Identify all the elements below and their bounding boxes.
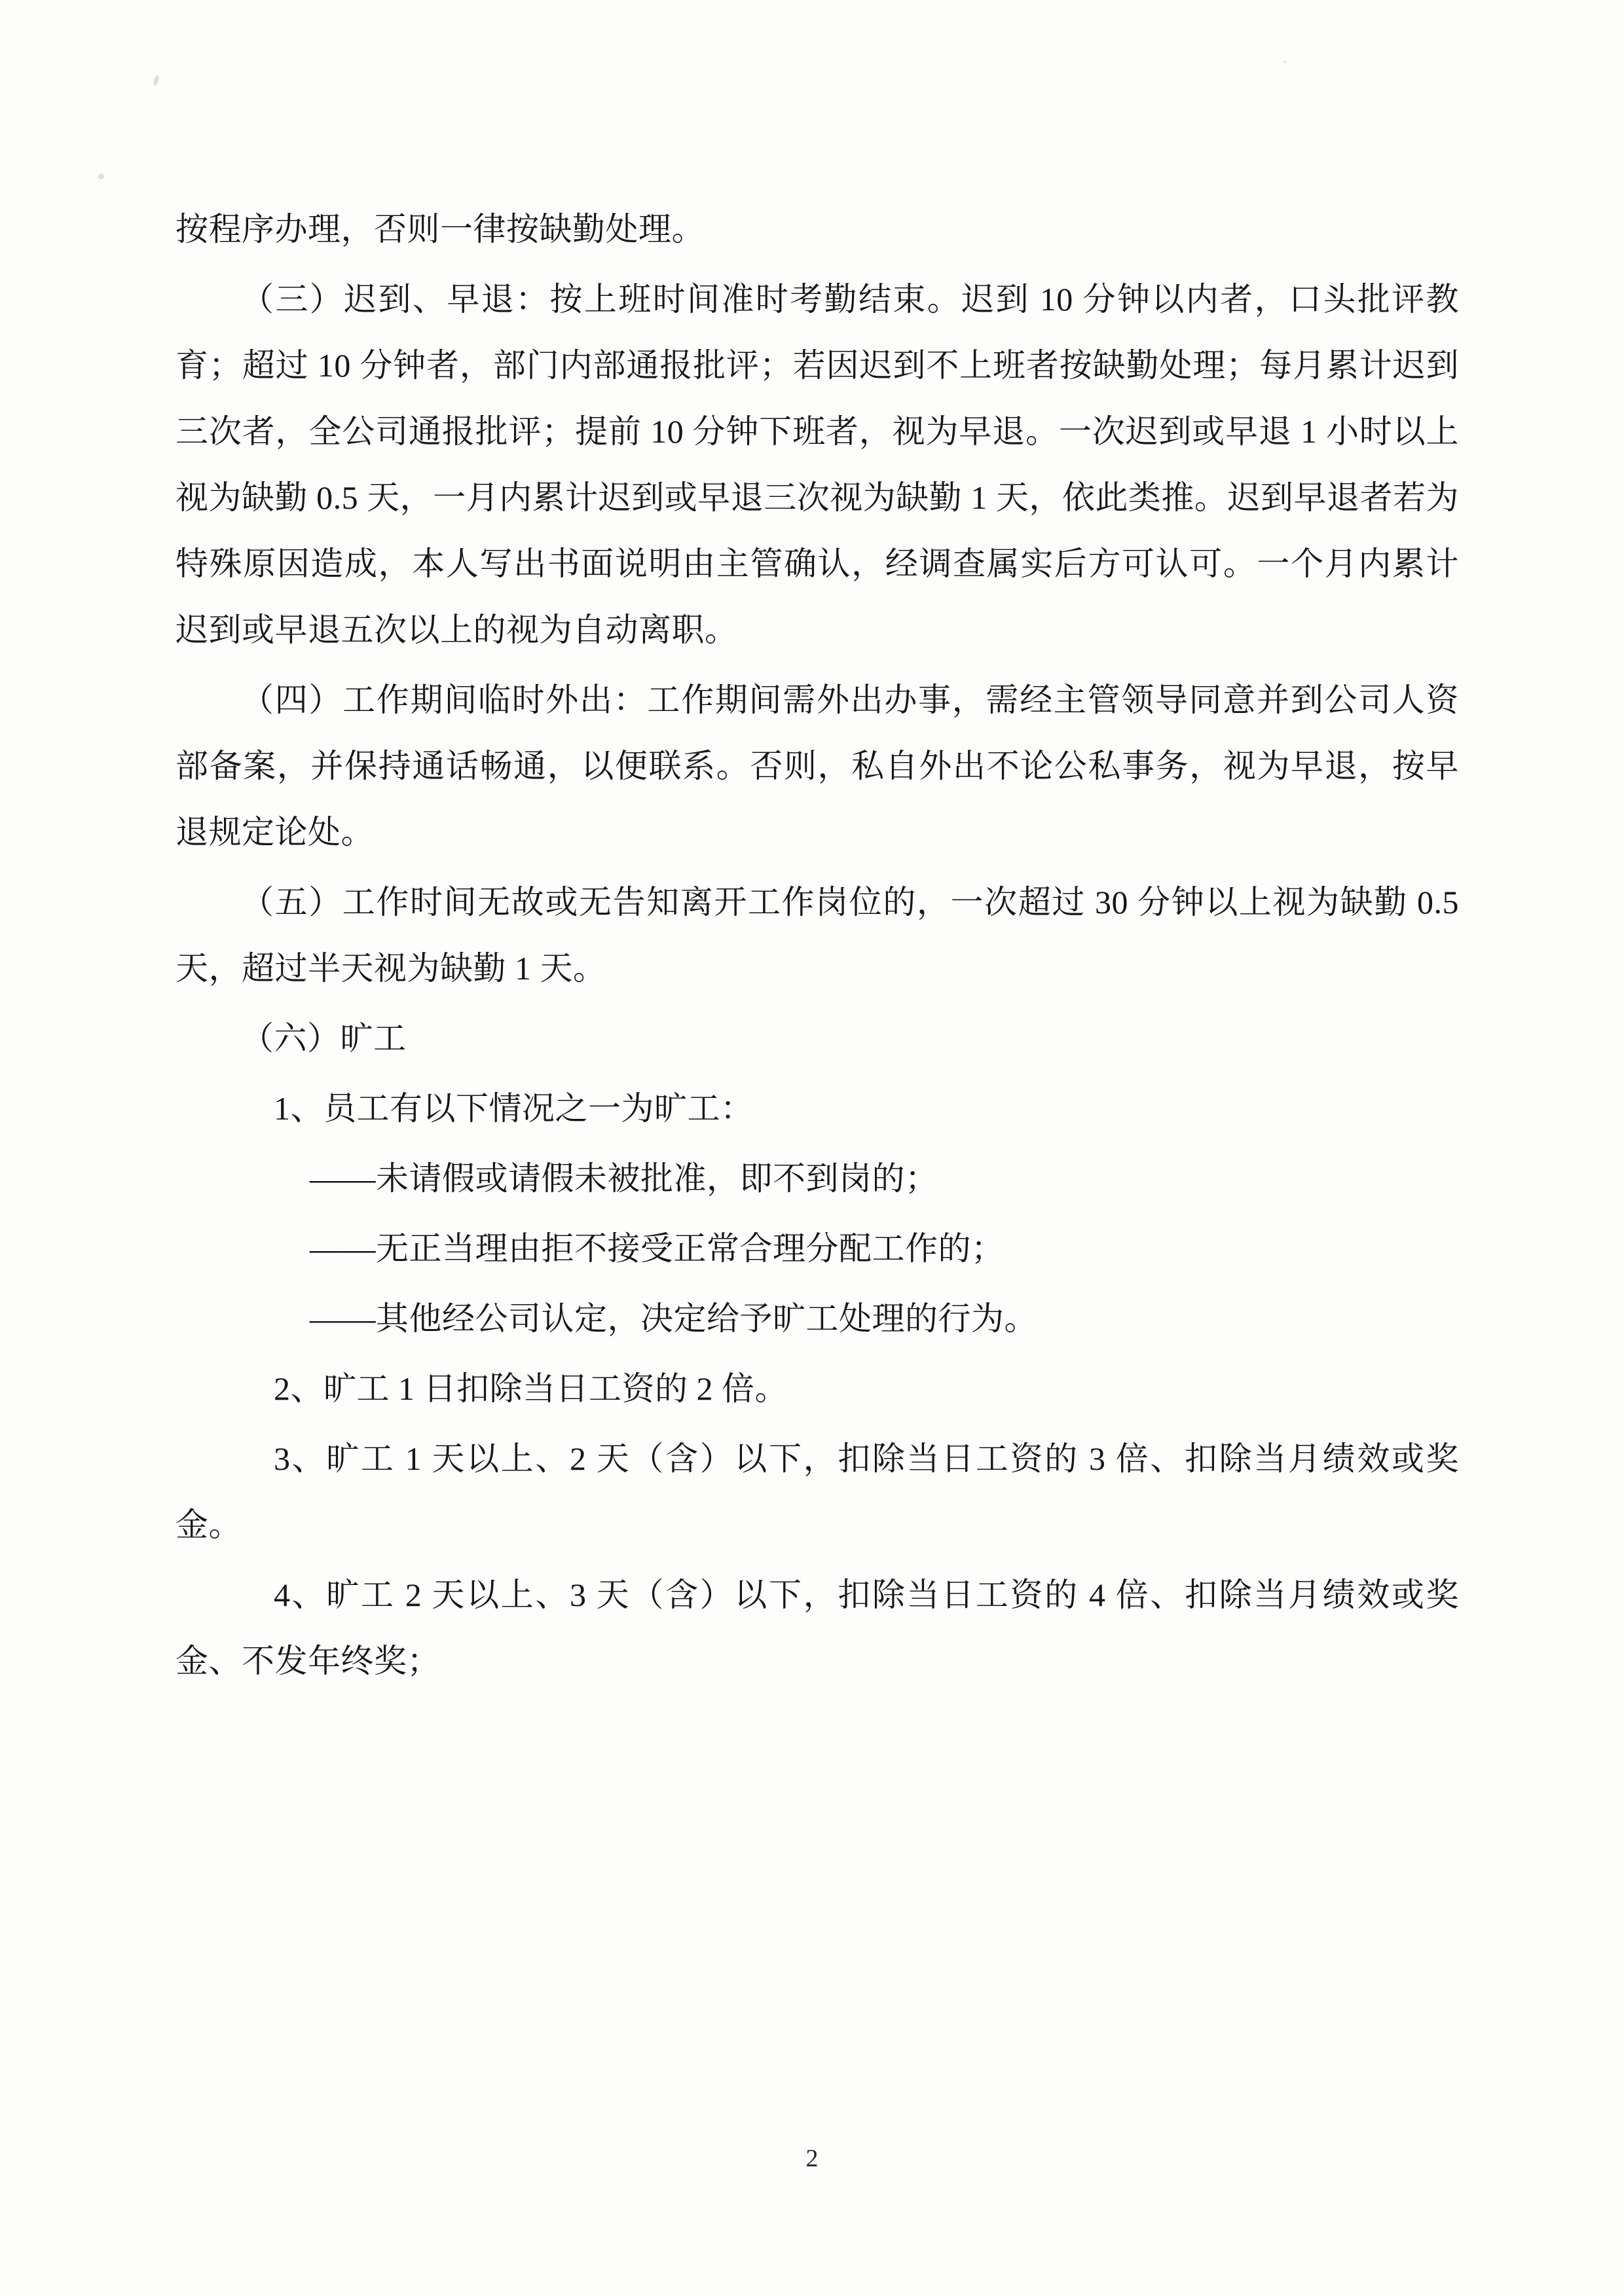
paragraph-dash-one: ——未请假或请假未被批准，即不到岗的； xyxy=(310,1160,938,1197)
paper-speck-icon xyxy=(98,173,104,179)
page-number: 2 xyxy=(805,2145,819,2172)
paragraph-continued: 按程序办理，否则一律按缺勤处理。 xyxy=(175,211,705,247)
paragraph-item-three: （三）迟到、早退：按上班时间准时考勤结束。迟到 10 分钟以内者，口头批评教育；超过 10 分钟者，部门内部通报批评；若因迟到不上班者按缺勤处理；每月累计迟到三次者，全公司通报批评；提前 10 分钟下班者，视为早退。一次迟到或早退 1 小时以上视为缺勤 0.5 天，一月内累计迟到或早退三次视为缺勤 1 天，依此类推。迟到早退者若为特殊原因造成，本人写出书面说明由主管确认，经调查属实后方可认可。一个月内累计迟到或早退五次以上的视为自动离职。 xyxy=(175,281,1459,648)
paragraph-sub-one: 1、员工有以下情况之一为旷工： xyxy=(274,1090,754,1127)
paragraph-sub-four: 4、旷工 2 天以上、3 天（含）以下，扣除当日工资的 4 倍、扣除当月绩效或奖金、不发年终奖； xyxy=(175,1576,1459,1679)
paragraph-sub-three: 3、旷工 1 天以上、2 天（含）以下，扣除当日工资的 3 倍、扣除当月绩效或奖金。 xyxy=(175,1440,1459,1543)
document-body xyxy=(175,196,1459,1698)
paragraph-dash-three: ——其他经公司认定，决定给予旷工处理的行为。 xyxy=(310,1300,1037,1337)
paragraph-item-four: （四）工作期间临时外出：工作期间需外出办事，需经主管领导同意并到公司人资部备案，并保持通话畅通，以便联系。否则，私自外出不论公私事务，视为早退，按早退规定论处。 xyxy=(175,682,1459,850)
paragraph-dash-two: ——无正当理由拒不接受正常合理分配工作的； xyxy=(310,1230,1005,1267)
paragraph-sub-two: 2、旷工 1 日扣除当日工资的 2 倍。 xyxy=(274,1370,788,1407)
paragraph-item-five: （五）工作时间无故或无告知离开工作岗位的，一次超过 30 分钟以上视为缺勤 0.5 天，超过半天视为缺勤 1 天。 xyxy=(175,884,1459,987)
paragraph-item-six: （六）旷工 xyxy=(241,1020,407,1057)
paper-speck-icon xyxy=(153,75,160,86)
paper-speck-icon xyxy=(1283,60,1287,64)
